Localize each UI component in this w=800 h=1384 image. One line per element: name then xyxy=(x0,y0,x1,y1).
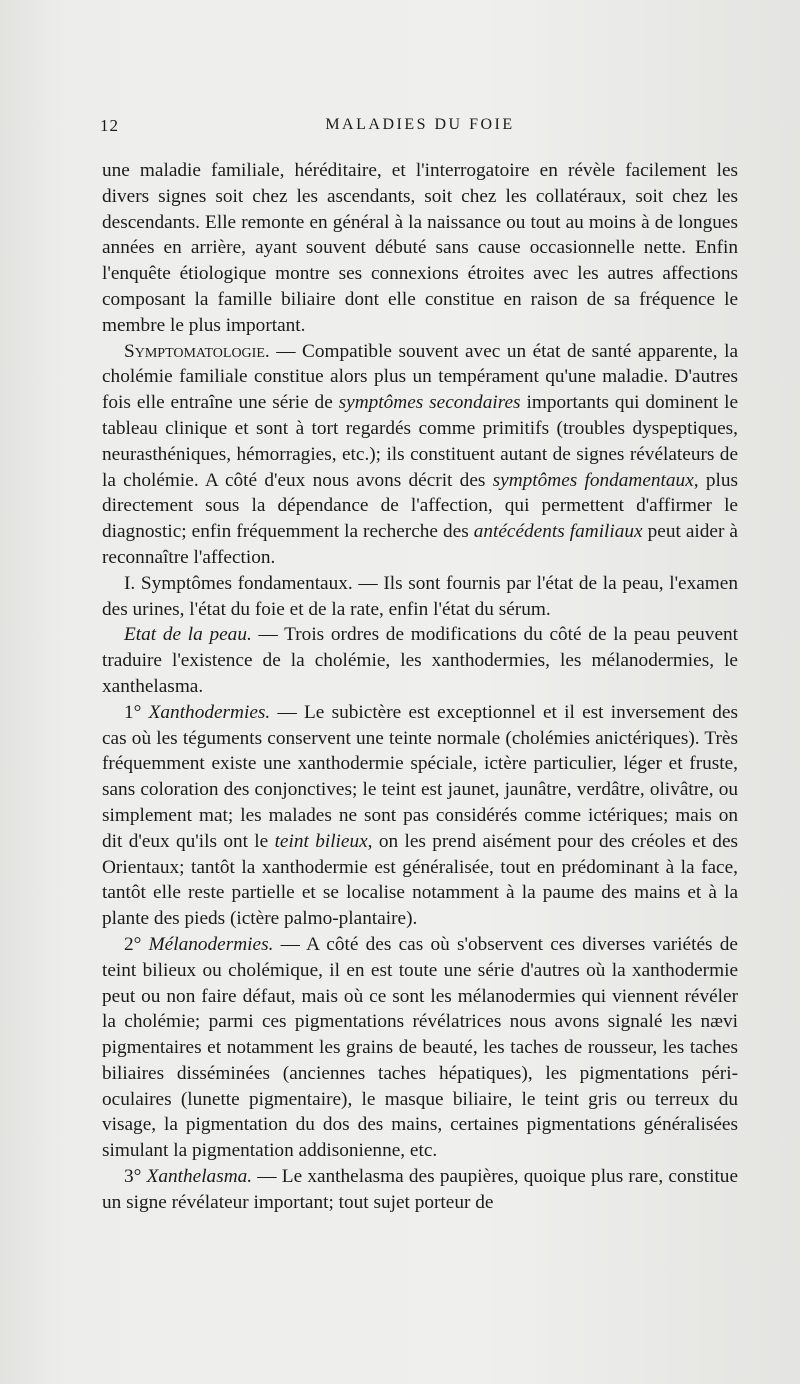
paragraph-text: , on les prend aisément pour des créoles et des Orientaux; tantôt la xanthodermie est généralisée, tout en prédominant à la face, tantôt elle reste partielle et se localise notamment à la paume des mains et à la plante des pieds (ictère palmo-plantaire). xyxy=(102,830,739,930)
paragraph-text: — Ils sont fournis par l'état de la peau, l'examen des urines, l'état du foie et de la rate, enfin l'état du sérum. xyxy=(102,572,738,620)
paragraph-text: — Le subictère est exceptionnel et il est inversement des cas où les téguments conservent une teinte normale (cholémies anictériques). Très fréquemment existe une xanthodermie spéciale, ictère particulier, léger et fruste, sans coloration des conjonctives; le teint est jaunet, jaunâtre, verdâtre, olivâtre, ou simplement mat; les malades ne sont pas considérés comme ictériques; mais on dit d'eux qu'ils ont le xyxy=(102,701,738,852)
paragraph-xanthodermies xyxy=(102,700,738,932)
item-number: 1° xyxy=(124,701,142,723)
item-number: 2° xyxy=(124,933,142,955)
section-heading: Symptomatologie. xyxy=(124,340,270,362)
paragraph-etat-de-la-peau xyxy=(102,622,738,699)
paragraph-text: , plus directement sous la dépendance de l'affection, qui permettent d'affirmer le diagnostic; enfin fréquemment la recherche des xyxy=(102,469,738,543)
item-number: 3° xyxy=(124,1166,142,1188)
body-text xyxy=(102,158,738,1216)
page-header xyxy=(100,116,740,142)
page-number: 12 xyxy=(100,116,119,135)
section-heading: I. Symptômes fondamentaux. xyxy=(124,572,353,594)
paragraph-continuation xyxy=(102,158,738,339)
paragraph-text: importants qui dominent le tableau clinique et sont à tort regardés comme primitifs (troubles dyspeptiques, neurasthéniques, hémorragies, etc.); ils constituent autant de signes révélateurs de la cholémie. A côté d'eux nous avons décrit des xyxy=(102,392,739,491)
paragraph-symptomes-fondamentaux xyxy=(102,571,738,623)
paragraph-text: — A côté des cas où s'observent ces diverses variétés de teint bilieux ou cholémique, il en est toute une série d'autres où la xanthodermie peut ou non faire défaut, mais où ce sont les mélanodermies qui viennent révéler la cholémie; parmi ces pigmentations révélatrices nous avons signalé les nævi pigmentaires et notamment les grains de beauté, les taches de rousseur, les taches biliaires disséminées (anciennes taches hépatiques), les pigmentations péri-oculaires (lunette pigmentaire), le masque biliaire, le teint gris ou terreux du visage, la pigmentation du dos des mains, certaines pigmentations généralisées simulant la pigmentation addisonienne, etc. xyxy=(102,933,738,1162)
subsection-heading: Mélanodermies. xyxy=(148,933,274,955)
subsection-heading: Xanthodermies. xyxy=(148,701,271,723)
paragraph-text: peut aider à reconnaître l'affection. xyxy=(102,521,738,568)
emphasis-text: antécédents familiaux xyxy=(473,521,643,543)
running-title: MALADIES DU FOIE xyxy=(325,116,515,133)
emphasis-text: symptômes fondamentaux xyxy=(492,469,694,491)
paragraph-symptomatologie xyxy=(102,339,738,571)
paragraph-text: — Compatible souvent avec un état de santé apparente, la cholémie familiale constitue alors plus un tempérament qu'une maladie. D'autres fois elle entraîne une série de xyxy=(102,340,738,414)
emphasis-text: teint bilieux xyxy=(274,830,368,852)
subsection-heading: Xanthelasma. xyxy=(146,1166,253,1188)
paragraph-text: — Trois ordres de modifications du côté de la peau peuvent traduire l'existence de la cholémie, les xanthodermies, les mélanodermies, le xanthelasma. xyxy=(102,624,738,697)
paragraph-melanodermies xyxy=(102,932,738,1164)
paragraph-text: — Le xanthelasma des paupières, quoique plus rare, constitue un signe révélateur important; tout sujet porteur de xyxy=(102,1166,738,1213)
subsection-heading: Etat de la peau. xyxy=(124,624,252,646)
emphasis-text: symptômes secondaires xyxy=(338,392,521,414)
paragraph-xanthelasma xyxy=(102,1164,738,1216)
paragraph-text: une maladie familiale, héréditaire, et l'interrogatoire en révèle facilement les divers signes soit chez les ascendants, soit chez les collatéraux, soit chez les descendants. Elle remonte en général à la naissance ou tout au moins à de longues années en arrière, ayant souvent débuté sans cause occasionnelle nette. Enfin l'enquête étiologique montre ses connexions étroites avec les autres affections composant la famille biliaire dont elle constitue en raison de sa fréquence le membre le plus important. xyxy=(102,160,738,336)
